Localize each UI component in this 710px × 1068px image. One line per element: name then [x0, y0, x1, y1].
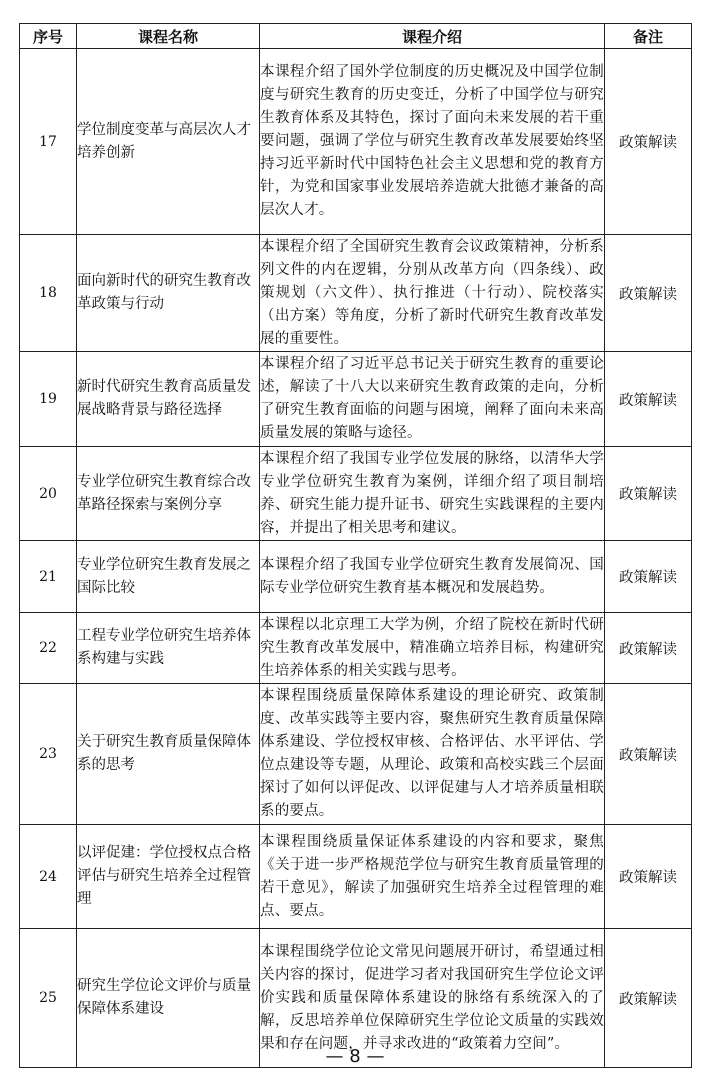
course-name: 以评促建：学位授权点合格评估与研究生培养全过程管理 — [77, 825, 260, 929]
course-intro: 本课程介绍了我国专业学位研究生教育发展简况、国际专业学位研究生教育基本概况和发展趋势。 — [260, 541, 605, 613]
course-note: 政策解读 — [605, 49, 692, 235]
course-name: 工程专业学位研究生培养体系构建与实践 — [77, 613, 260, 684]
course-table — [19, 23, 692, 1068]
header-course-intro: 课程介绍 — [260, 24, 605, 49]
course-name: 专业学位研究生教育发展之国际比较 — [77, 541, 260, 613]
table-row — [20, 613, 692, 684]
course-intro: 本课程以北京理工大学为例，介绍了院校在新时代研究生教育改革发展中，精准确立培养目标，构建研究生培养体系的相关实践与思考。 — [260, 613, 605, 684]
course-note: 政策解读 — [605, 684, 692, 825]
header-note: 备注 — [605, 24, 692, 49]
course-name: 面向新时代的研究生教育改革政策与行动 — [77, 235, 260, 352]
row-number: 18 — [20, 235, 77, 352]
course-note: 政策解读 — [605, 613, 692, 684]
course-note: 政策解读 — [605, 447, 692, 541]
table-row — [20, 684, 692, 825]
row-number: 23 — [20, 684, 77, 825]
course-intro: 本课程介绍了国外学位制度的历史概况及中国学位制度与研究生教育的历史变迁，分析了中国学位与研究生教育体系及其特色，探讨了面向未来发展的若干重要问题，强调了学位与研究生教育改革发展要始终坚持习近平新时代中国特色社会主义思想和党的教育方针，为党和国家事业发展培养造就大批德才兼备的高层次人才。 — [260, 49, 605, 235]
course-name: 研究生学位论文评价与质量保障体系建设 — [77, 929, 260, 1068]
course-note: 政策解读 — [605, 235, 692, 352]
course-intro: 本课程围绕学位论文常见问题展开研讨，希望通过相关内容的探讨，促进学习者对我国研究生学位论文评价实践和质量保障体系建设的脉络有系统深入的了解，反思培养单位保障研究生学位论文质量的实践效果和存在问题，并寻求改进的“政策着力空间”。 — [260, 929, 605, 1068]
header-number: 序号 — [20, 24, 77, 49]
page-number: — 8 — — [325, 1046, 385, 1067]
course-intro: 本课程介绍了习近平总书记关于研究生教育的重要论述，解读了十八大以来研究生教育政策的走向，分析了研究生教育面临的问题与困境，阐释了面向未来高质量发展的策略与途径。 — [260, 352, 605, 447]
course-intro: 本课程围绕质量保障体系建设的理论研究、政策制度、改革实践等主要内容，聚焦研究生教育质量保障体系建设、学位授权审核、合格评估、水平评估、学位点建设等专题，从理论、政策和高校实践三个层面探讨了如何以评促改、以评促建与人才培养质量相联系的要点。 — [260, 684, 605, 825]
course-intro: 本课程围绕质量保证体系建设的内容和要求，聚焦《关于进一步严格规范学位与研究生教育质量管理的若干意见》，解读了加强研究生培养全过程管理的难点、要点。 — [260, 825, 605, 929]
course-name: 新时代研究生教育高质量发展战略背景与路径选择 — [77, 352, 260, 447]
table-header-row — [20, 24, 692, 49]
row-number: 20 — [20, 447, 77, 541]
table-row — [20, 235, 692, 352]
row-number: 17 — [20, 49, 77, 235]
course-note: 政策解读 — [605, 541, 692, 613]
row-number: 21 — [20, 541, 77, 613]
course-note: 政策解读 — [605, 352, 692, 447]
row-number: 25 — [20, 929, 77, 1068]
course-note: 政策解读 — [605, 929, 692, 1068]
course-intro: 本课程介绍了我国专业学位发展的脉络，以清华大学专业学位研究生教育为案例，详细介绍了项目制培养、研究生能力提升证书、研究生实践课程的主要内容，并提出了相关思考和建议。 — [260, 447, 605, 541]
course-intro: 本课程介绍了全国研究生教育会议政策精神，分析系列文件的内在逻辑，分别从改革方向（四条线）、政策规划（六文件）、执行推进（十行动）、院校落实（出方案）等角度，分析了新时代研究生教育改革发展的重要性。 — [260, 235, 605, 352]
table-row — [20, 447, 692, 541]
course-name: 专业学位研究生教育综合改革路径探索与案例分享 — [77, 447, 260, 541]
row-number: 19 — [20, 352, 77, 447]
table-row — [20, 541, 692, 613]
course-name: 关于研究生教育质量保障体系的思考 — [77, 684, 260, 825]
table-row — [20, 49, 692, 235]
table-row — [20, 825, 692, 929]
row-number: 22 — [20, 613, 77, 684]
course-name: 学位制度变革与高层次人才培养创新 — [77, 49, 260, 235]
header-course-name: 课程名称 — [77, 24, 260, 49]
course-note: 政策解读 — [605, 825, 692, 929]
table-row — [20, 352, 692, 447]
row-number: 24 — [20, 825, 77, 929]
